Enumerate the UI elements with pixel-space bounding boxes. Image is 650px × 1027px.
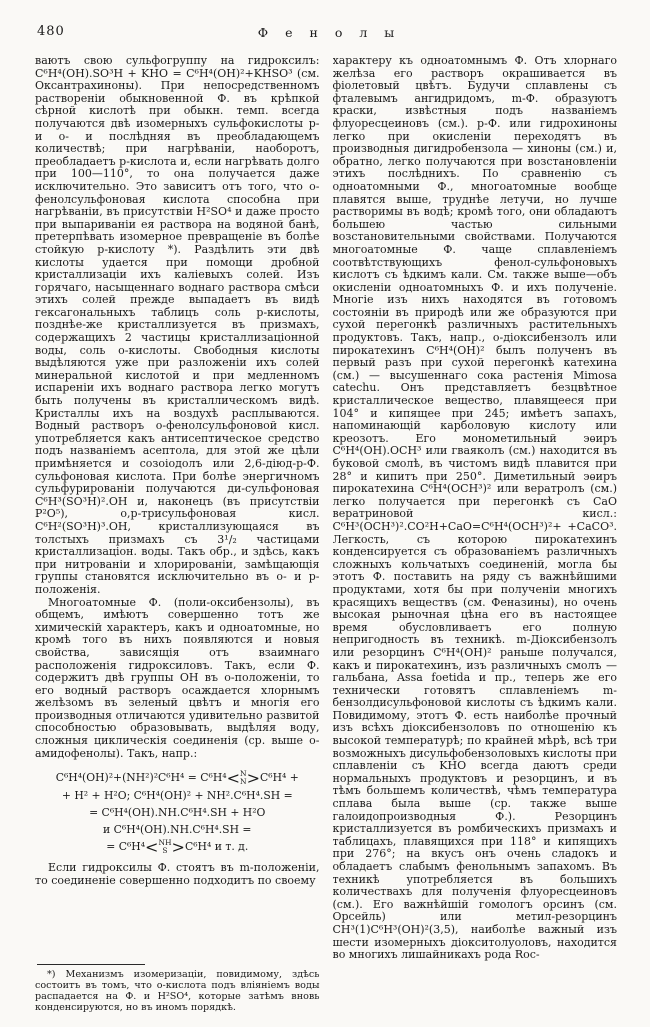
right-column-text xyxy=(333,55,618,962)
paragraph: ваютъ свою сульфогруппу на гидроксилъ: C⁶H⁴(OH).SO³H + KHO = C⁶H⁴(OH)²+KHSO³ (см. Оксантрахиноны). При непосредственномъ раствореніи обыкновенной Ф. въ крѣпкой сѣрной кислотѣ при обыкн. темп. всегда получаются двѣ изомерныхъ сульфокислоты p- и o- и послѣдняя въ преобладающемъ количествѣ; при нагрѣваніи, наоборотъ, преобладаетъ p-кислота и, если нагрѣвать долго при 100—110°, то она получается даже исключительно. Это зависитъ отъ того, что o-фенолсульфоновая кислота способна при нагрѣваніи, въ присутствіи H²SO⁴ и даже просто при выпариваніи ея раствора на водяной банѣ, претерпѣвать изомерное превращеніе въ болѣе стойкую p-кислоту *). Раздѣлить эти двѣ кислоты удается при помощи дробной кристаллизаціи ихъ каліевыхъ солей. Изъ горячаго, насыщеннаго воднаго раствора смѣси этихъ солей прежде выпадаетъ въ видѣ гексагональныхъ таблицъ соль p-кислоты, позднѣе-же кристаллизуется въ призмахъ, содержащихъ 2 частицы кристаллизаціонной воды, соль o-кислоты. Свободныя кислоты выдѣляются уже при разложеніи ихъ солей минеральной кислотой и при медленномъ испареніи ихъ воднаго раствора легко могутъ быть получены въ кристаллическомъ видѣ. Кристаллы ихъ на воздухѣ расплываются. Водный растворъ o-фенолсульфоновой кисл. употребляется какъ антисептическое средство подъ названіемъ асептола, для этой же цѣли примѣняется и созоіодолъ или 2,6-діюд-p-Ф. сульфоновая кислота. При болѣе энергичномъ сульфурированіи получаются ди-сульфоновая C⁶H³(SO³H)².OH и, наконецъ (въ присутствіи P²O⁵), o,p-трисульфоновая кисл. C⁶H²(SO³H)³.OH, кристаллизующаяся въ толстыхъ призмахъ съ 3¹/₂ частицами кристаллизаціон. воды. Такъ обр., и здѣсь, какъ при нитрованіи и хлорированіи, замѣщающія группы становятся исключительно въ o- и p-положенія. xyxy=(35,55,320,596)
left-column xyxy=(35,55,320,1015)
left-column-text xyxy=(35,55,320,887)
paragraph: Многоатомные Ф. (поли-оксибензолы), въ общемъ, имѣютъ совершенно тотъ же химическій характеръ, какъ и одноатомные, но кромѣ того въ нихъ появляются и новыя свойства, зависящія отъ взаимнаго расположенія гидроксиловъ. Такъ, если Ф. содержитъ двѣ группы OH въ o-положеніи, то его водный растворъ осаждается хлорнымъ желѣзомъ въ зеленый цвѣтъ и многія его производныя отличаются удивительно развитой способностью образовывать, выдѣляя воду, сложныя циклическія соединенія (ср. выше o-амидофенолы). Такъ, напр.: xyxy=(35,595,320,760)
formula-line: = C⁶H⁴< NH S >C⁶H⁴ и т. д. xyxy=(106,837,249,857)
text-columns xyxy=(35,55,617,1015)
angle-bracket-right: > xyxy=(171,837,185,857)
footnote: *) Механизмъ изомеризаціи, повидимому, здѣсь состоитъ въ томъ, что o-кислота подъ вліяніемъ воды распадается на Ф. и H²SO⁴, которые затѣмъ вновь конденсируются, но въ иномъ порядкѣ. xyxy=(35,968,320,1013)
formula-line: + H² + H²O; C⁶H⁴(OH)² + NH².C⁶H⁴.SH = xyxy=(61,788,293,802)
angle-bracket-left: < xyxy=(145,837,159,857)
angle-bracket-left: < xyxy=(226,768,241,788)
paragraph: характеру къ одноатомнымъ Ф. Отъ хлорнаго желѣза его растворъ окрашивается въ фіолетовый цвѣтъ. Будучи сплавлены съ фталевымъ ангидридомъ, m-Ф. образуютъ краски, извѣстныя подъ названіемъ флуоресцеиновъ (см.). p-Ф. или гидрохиноны легко при окисленіи переходятъ въ производныя дигидробензола — хиноны (см.) и, обратно, легко получаются при возстановленіи этихъ послѣднихъ. По сравненію съ одноатомными Ф., многоатомные вообще плавятся выше, труднѣе летучи, но лучше растворимы въ водѣ; кромѣ того, они обладаютъ большею частью сильными возстановительными свойствами. Получаются многоатомные Ф. чаще сплавленіемъ соотвѣтствующихъ фенол-сульфоновыхъ кислотъ съ ѣдкимъ кали. См. также выше—объ окисленіи одноатомныхъ Ф. и ихъ полученіе. Многіе изъ нихъ находятся въ готовомъ состояніи въ природѣ или же образуются при сухой перегонкѣ различныхъ растительныхъ продуктовъ. Такъ, напр., o-діоксибензолъ или пирокатехинъ C⁶H⁴(OH)² былъ полученъ въ первый разъ при сухой перегонкѣ катехина (см.) — высушеннаго сока растенія Mimosa catechu. Онъ представляетъ безцвѣтное кристаллическое вещество, плавящееся при 104° и кипящее при 245; имѣетъ запахъ, напоминающій карболовую кислоту или креозотъ. Его монометильный эѳиръ C⁶H⁴(OH).OCH³ или гваяколъ (см.) находится въ буковой смолѣ, въ чистомъ видѣ плавится при 28° и кипитъ при 250°. Диметильный эѳиръ пирокатехина C⁶H⁴(OCH³)² или вератролъ (см.) легко получается при перегонкѣ съ CaO вератриновой кисл.: C⁶H³(OCH³)².CO²H+CaO=C⁶H⁴(OCH³)²+ +CaCO³. Легкость, съ которою пирокатехинъ конденсируется съ образованіемъ различныхъ сложныхъ кольчатыхъ соединеній, могла бы этотъ Ф. поставить на ряду съ важнѣйшими продуктами, хотя бы при полученіи многихъ красящихъ веществъ (см. Феназины), но очень высокая рыночная цѣна его въ настоящее время обусловливаетъ его полную непригодность въ техникѣ. m-Діоксибензолъ или резорцинъ C⁶H⁴(OH)² раньше получался, какъ и пирокатехинъ, изъ различныхъ смолъ — гальбана, Assa foetida и пр., теперь же его технически готовятъ сплавленіемъ m-бензолдисульфоновой кислоты съ ѣдкимъ кали. Повидимому, этотъ Ф. есть наиболѣе прочный изъ всѣхъ діоксибензоловъ по отношенію къ высокой температурѣ; по крайней мѣрѣ, всѣ три возможныхъ дисульфобензоловыхъ кислоты при сплавленіи съ KHO всегда даютъ среди нормальныхъ продуктовъ и резорцинъ, и въ тѣмъ большемъ количествѣ, чѣмъ температура сплава была выше (ср. также выше галоидопроизводныя Ф.). Резорцинъ кристаллизуется въ ромбическихъ призмахъ и таблицахъ, плавящихся при 118° и кипящихъ при 276°; на вкусъ онъ очень сладокъ и обладаетъ слабымъ фенольнымъ запахомъ. Въ техникѣ употребляется въ большихъ количествахъ для полученія флуоресцеиновъ (см.). Его важнѣйшій гомологъ орсинъ (см. Орсейль) или метил-резорцинъ CH³(1)C⁶H³(OH)²(3,5), наиболѣе важный изъ шести изомерныхъ діокситолуоловъ, находится во многихъ лишайникахъ рода Roc- xyxy=(332,55,617,962)
footnote-rule xyxy=(37,964,145,965)
paragraph: Если гидроксилы Ф. стоятъ въ m-положеніи, то соединеніе совершенно подходитъ по своему xyxy=(35,861,320,887)
page-number: 480 xyxy=(37,24,65,39)
footnote-area xyxy=(35,964,320,1015)
formula-line: C⁶H⁴(OH)²+(NH²)²C⁶H⁴ = C⁶H⁴< N N >C⁶H⁴ + xyxy=(55,768,299,788)
atom-label: N xyxy=(240,769,247,779)
atom-label: S xyxy=(162,845,168,855)
right-column xyxy=(333,55,618,1015)
formula-line: = C⁶H⁴(OH).NH.C⁶H⁴.SH + H²O xyxy=(89,805,266,819)
atom-label: N xyxy=(240,777,247,787)
page-header xyxy=(35,22,617,46)
formula-line: и C⁶H⁴(OH).NH.C⁶H⁴.SH = xyxy=(103,822,252,836)
formula-block xyxy=(35,769,320,855)
running-title: Фенолы xyxy=(257,25,412,40)
atom-label: NH xyxy=(158,837,172,847)
angle-bracket-right: > xyxy=(246,768,260,788)
atom-stack xyxy=(158,839,171,855)
